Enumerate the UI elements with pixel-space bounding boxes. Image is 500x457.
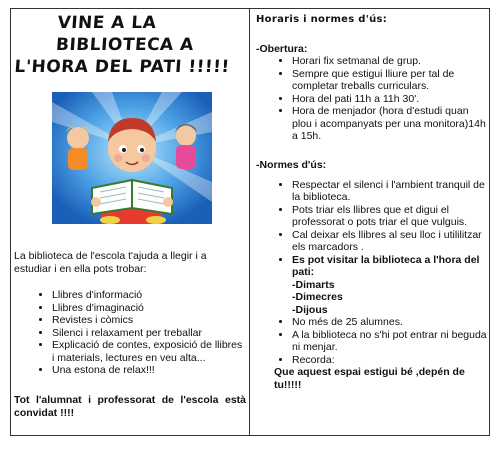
rules-list: [256, 179, 488, 367]
list-item: • Silenci i relaxament per treballar: [52, 327, 246, 340]
visit-rule: Es pot visitar la biblioteca a l'hora del pati:: [292, 253, 480, 278]
title-line-2: L'HORA DEL PATI !!!!!: [13, 57, 231, 77]
day-tuesday: -Dimarts: [292, 278, 335, 291]
list-item: [292, 254, 488, 317]
list-item: • Llibres d'imaginació: [52, 302, 246, 315]
offerings-list: [14, 289, 246, 377]
right-column: [256, 14, 488, 391]
list-item: • Una estona de relax!!!: [52, 364, 246, 377]
list-item: • Llibres d'informació: [52, 289, 246, 302]
list-item: • Respectar el silenci i l'ambient tranquil de la biblioteca.: [292, 179, 488, 204]
closing-invitation: Tot l'alumnat i professorat de l'escola està convidat !!!!: [14, 394, 246, 419]
children-reading-illustration: [52, 92, 212, 224]
day-thursday: -Dijous: [292, 303, 328, 316]
rules-heading: -Normes d'ús:: [256, 158, 327, 171]
list-item: • Explicació de contes, exposició de llibres i materials, lectures en veu alta...: [52, 339, 246, 364]
flyer-title: [12, 12, 249, 78]
list-item: • No més de 25 alumnes.: [292, 316, 488, 329]
title-line-1: VINE A LA BIBLIOTECA A: [55, 13, 195, 55]
list-item: • Cal deixar els llibres al seu lloc i utililitzar els marcadors .: [292, 229, 488, 254]
list-item: • Sempre que estigui lliure per tal de completar treballs curriculars.: [292, 68, 488, 93]
left-column: [14, 12, 246, 78]
list-item: • Recorda:: [292, 354, 488, 367]
day-wednesday: -Dimecres: [292, 291, 343, 303]
column-divider: [249, 8, 250, 436]
list-item: • A la biblioteca no s'hi pot entrar ni beguda ni menjar.: [292, 329, 488, 354]
list-item: • Pots triar els llibres que et digui el professorat o pots triar el que vulguis.: [292, 204, 488, 229]
schedule-title: Horaris i normes d'ús:: [256, 14, 388, 25]
list-item: • Hora del pati 11h a 11h 30'.: [292, 93, 488, 106]
opening-heading: -Obertura:: [256, 43, 308, 55]
list-item: • Horari fix setmanal de grup.: [292, 55, 488, 68]
list-item: • Hora de menjador (hora d'estudi quan plou i acompanyats per una monitora)14h a 15h.: [292, 105, 488, 143]
opening-list: [256, 55, 488, 143]
intro-text: La biblioteca de l'escola t'ajuda a llegir i a estudiar i en ella pots trobar:: [14, 250, 207, 275]
list-item: • Revistes i còmics: [52, 314, 246, 327]
reminder-text: Que aquest espai estigui bé ,depén de tu!!!!!: [274, 366, 465, 391]
